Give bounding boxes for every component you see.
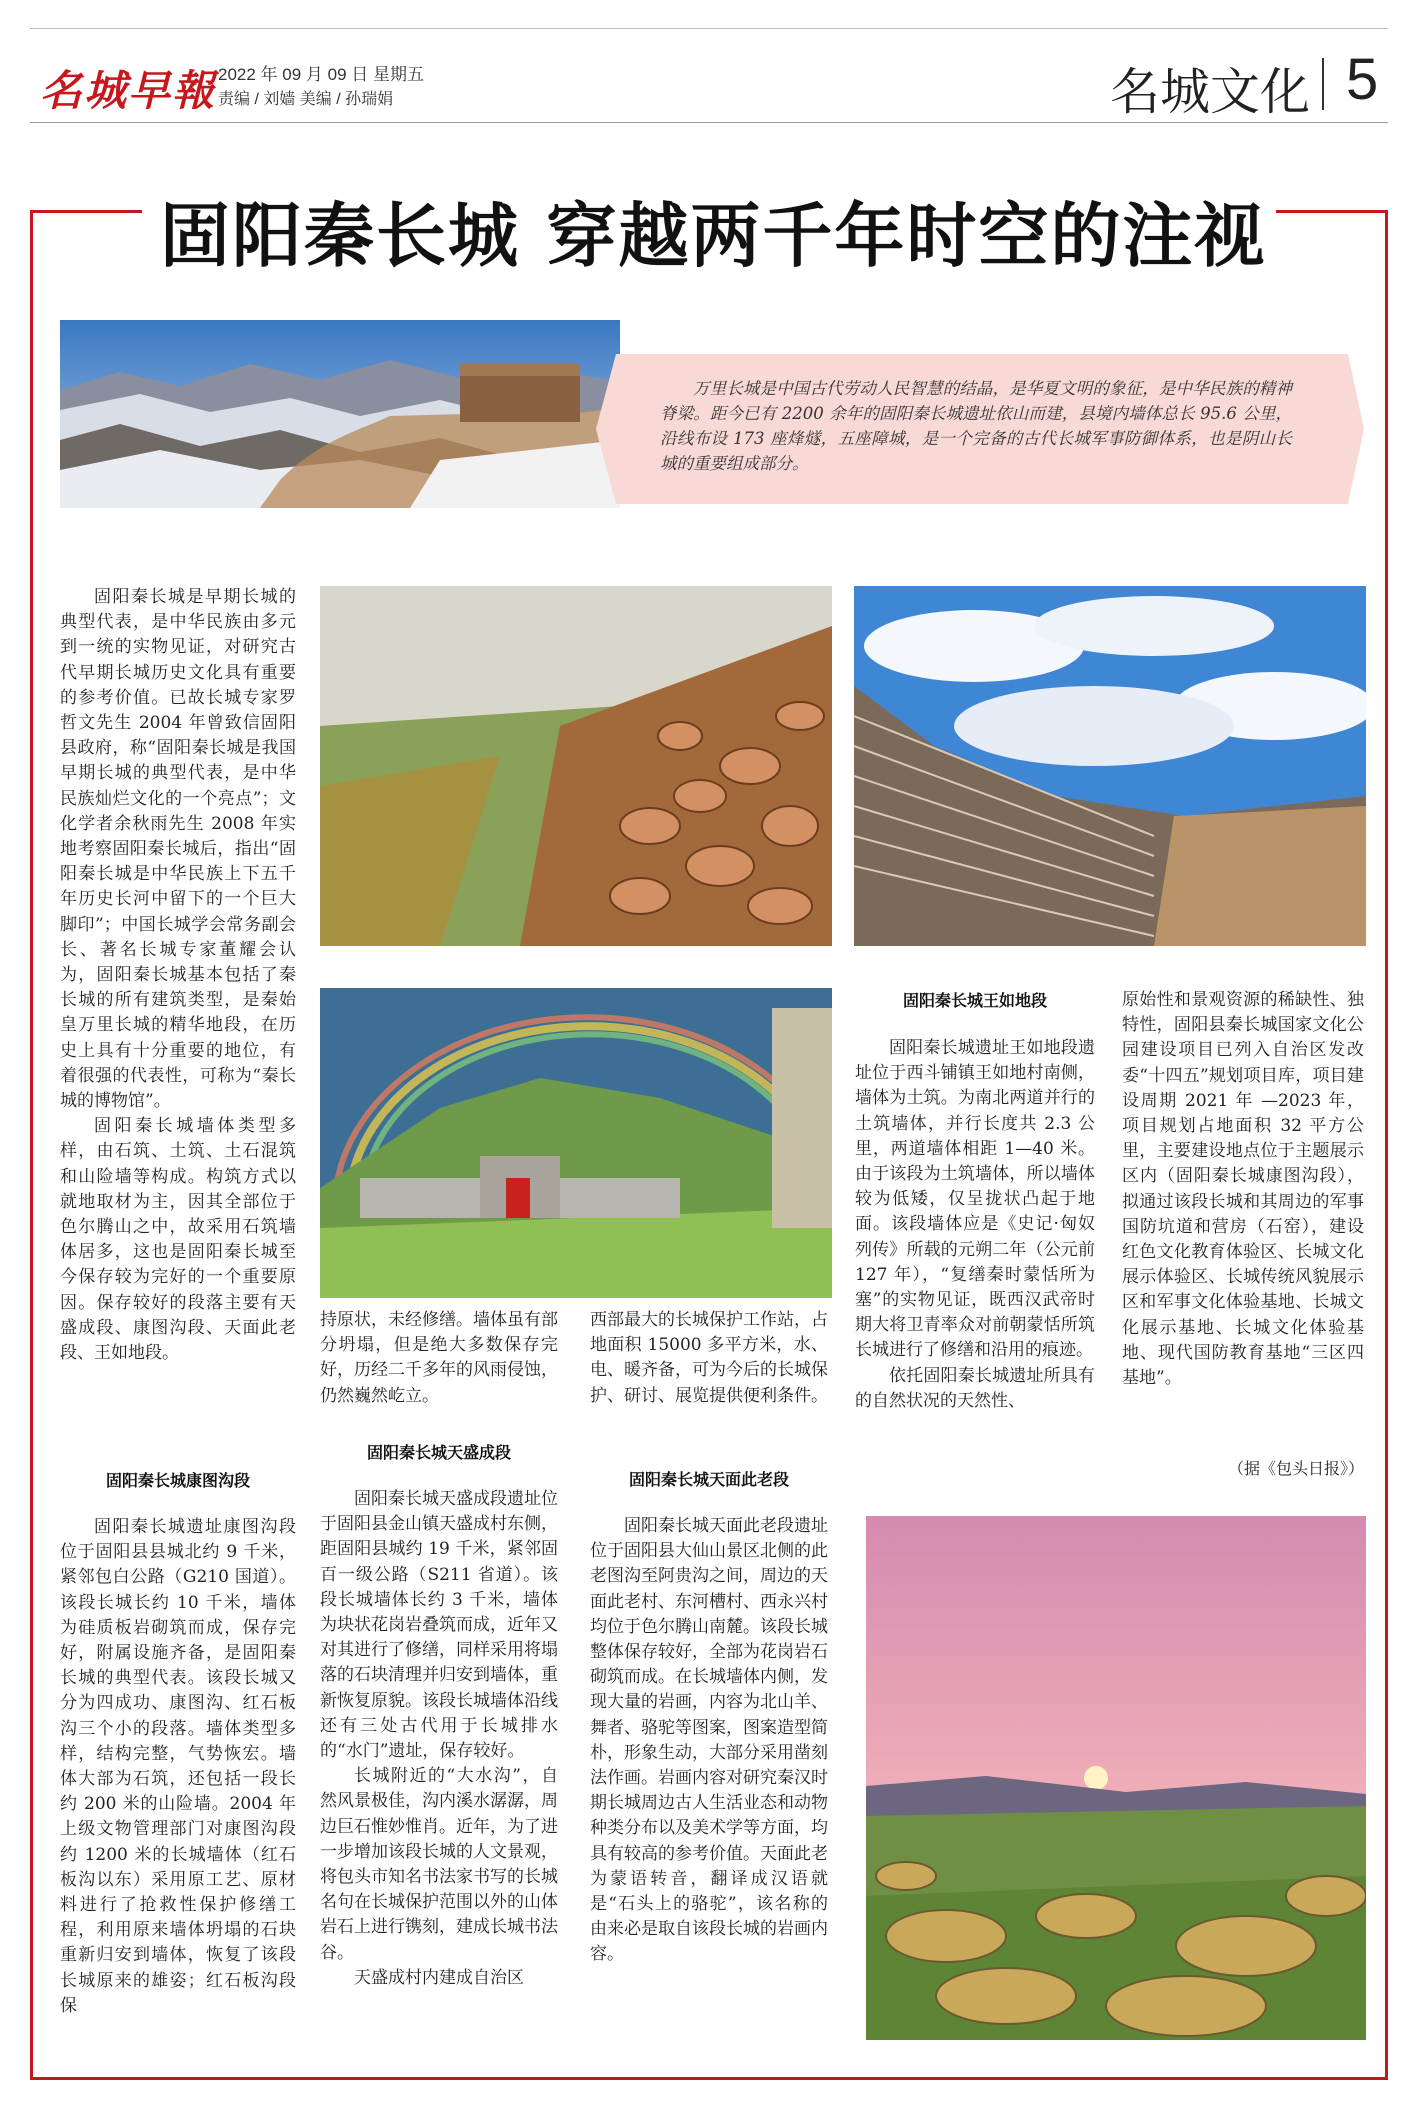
source-credit: （据《包头日报》） (1227, 1459, 1364, 1478)
snowy-mountain-wall-photo (60, 320, 620, 508)
col3-paragraph-1: 西部最大的长城保护工作站，占地面积 15000 多平方米，水、电、暖齐备，可为今后的长城保护、研讨、展览提供便利条件。 (590, 1310, 828, 1406)
masthead-top-rule (30, 28, 1388, 29)
col2-paragraph-3: 长城附近的“大水沟”，自然风景极佳，沟内溪水潺潺，周边巨石惟妙惟肖。近年，为了进一步增加该段长城的人文景观，将包头市知名书法家书写的长城名句在长城保护范围以外的山体岩石上进行镌刻，建成长城书法谷。 (320, 1766, 558, 1963)
col4-paragraph-2: 依托固阳秦长城遗址所具有的自然状况的天然性、 (855, 1365, 1095, 1411)
subhead-tianmian: 固阳秦长城天面此老段 (628, 1470, 789, 1489)
stone-wall-photo (320, 586, 832, 946)
headline: 固阳秦长城 穿越两千年时空的注视 (160, 195, 1267, 277)
col2-paragraph-4: 天盛成村内建成自治区 (354, 1967, 524, 1988)
subhead-tiansheng: 固阳秦长城天盛成段 (366, 1443, 511, 1462)
col1-paragraph-3: 固阳秦长城遗址康图沟段位于固阳县县城北约 9 千米，紧邻包白公路（G210 国道）。该段长城长约 10 千米，墙体为硅质板岩砌筑而成，保存完好，附属设施齐备，是固阳秦长城的典型代表。该段长城又分为四成功、康图沟、红石板沟三个小的段落。墙体类型多样，结构完整，气势恢宏。墙体大部为石筑，还包括一段长约 200 米的山险墙。2004 年上级文物管理部门对康图沟段约 1200 米的长城墙体（红石板沟以东）采用原工艺、原材料进行了抢救性保护修缮工程，利用原来墙体坍塌的石块重新归安到墙体，恢复了该段长城原来的雄姿；红石板沟段保 (60, 1517, 296, 2016)
frame-top-right (1276, 210, 1388, 213)
masthead-bottom-rule (30, 122, 1388, 123)
col1-paragraph-2: 固阳秦长城墙体类型多样，由石筑、土筑、土石混筑和山险墙等构成。构筑方式以就地取材为主，因其全部位于色尔腾山之中，故采用石筑墙体居多，这也是固阳秦长城至今保存较为完好的一个重要原因。保存较好的段落主要有天盛成段、康图沟段、天面此老段、王如地段。 (60, 1116, 296, 1364)
col1-paragraph-1: 固阳秦长城是早期长城的典型代表，是中华民族由多元到一统的实物见证，对研究古代早期长城历史文化具有重要的参考价值。已故长城专家罗哲文先生 2004 年曾致信固阳县政府，称“固阳秦长城是我国早期长城的典型代表，是中华民族灿烂文化的一个亮点”；文化学者余秋雨先生 2008 年实地考察固阳秦长城后，指出“固阳秦长城是中华民族上下五千年历史长河中留下的一个巨大脚印”；中国长城学会常务副会长、著名长城专家董耀会认为，固阳秦长城基本包括了秦长城的所有建筑类型，是秦始皇万里长城的精华地段，在历史上具有十分重要的地位，有着很强的代表性，可称为“秦长城的博物馆”。 (60, 587, 296, 1112)
column-5 (1122, 988, 1364, 1391)
column-3-lower (590, 1514, 828, 1968)
page-number: 5 (1346, 47, 1379, 112)
section-title: 名城文化 (1110, 64, 1310, 120)
frame-left (30, 210, 33, 2080)
col5-paragraph-1: 原始性和景观资源的稀缺性、独特性，固阳县秦长城国家文化公园建设项目已列入自治区发改委“十四五”规划项目库，项目建设周期 2021 年 —2023 年，项目规划占地面积 32 平方公里，主要建设地点位于主题展示区内（固阳秦长城康图沟段），拟通过该段长城和其周边的军事国防坑道和营房（石窑），建设红色文化教育体验区、长城文化展示体验区、长城传统风貌展示区和军事文化体验基地、长城文化展示基地、长城文化体验基地、现代国防教育基地“三区四基地”。 (1122, 990, 1364, 1389)
column-4 (855, 1036, 1095, 1414)
issue-date: 2022 年 09 月 09 日 星期五 (218, 65, 424, 84)
frame-right (1385, 210, 1388, 2080)
frame-top-left (30, 210, 142, 213)
frame-bottom (30, 2077, 1388, 2080)
sunset-boulders-photo (866, 1516, 1366, 2040)
intro-box-arrow (596, 354, 616, 504)
subhead-wangrudi: 固阳秦长城王如地段 (902, 991, 1047, 1010)
slate-wall-sky-photo (854, 586, 1366, 946)
col4-paragraph-1: 固阳秦长城遗址王如地段遗址位于西斗铺镇王如地村南侧，墙体为土筑。为南北两道并行的土筑墙体，并行长度共 2.3 公里，两道墙体相距 1—40 米。由于该段为土筑墙体，所以墙体较为低矮，仅呈拢状凸起于地面。该段墙体应是《史记·匈奴列传》所载的元朔二年（公元前 127 年），“复缮秦时蒙恬所为塞”的实物见证，既西汉武帝时期大将卫青率众对前朝蒙恬所筑长城进行了修缮和沿用的痕迹。 (855, 1038, 1095, 1361)
section-divider (1322, 58, 1324, 110)
editor-credits: 责编 / 刘嫱 美编 / 孙瑞娟 (218, 91, 394, 108)
rainbow-gate-photo (320, 988, 832, 1298)
column-3 (590, 1308, 828, 1409)
column-1 (60, 585, 296, 1366)
intro-text: 万里长城是中国古代劳动人民智慧的结晶，是华夏文明的象征，是中华民族的精神脊梁。距今已有 2200 余年的固阳秦长城遗址依山而建，县境内墙体总长 95.6 公里，沿线布设 173 座烽燧，五座障城，是一个完备的古代长城军事防御体系，也是阴山长城的重要组成部分。 (660, 379, 1292, 473)
newspaper-logo: 名城早報 (40, 66, 217, 115)
col2-paragraph-2: 固阳秦长城天盛成段遗址位于固阳县金山镇天盛成村东侧，距固阳县城约 19 千米，紧邻固百一级公路（S211 省道）。该段长城墙体长约 3 千米，墙体为块状花岗岩叠筑而成，近年又对其进行了修缮，同样采用将塌落的石块清理并归安到墙体，重新恢复原貌。该段长城墙体沿线还有三处古代用于长城排水的“水门”遗址，保存较好。 (320, 1489, 558, 1762)
column-2-lower (320, 1487, 558, 1991)
col3-paragraph-2: 固阳秦长城天面此老段遗址位于固阳县大仙山景区北侧的此老图沟至阿贵沟之间，周边的天面此老村、东河槽村、西永兴村均位于色尔腾山南麓。该段长城整体保存较好，全部为花岗岩石砌筑而成。在长城墙体内侧，发现大量的岩画，内容为北山羊、舞者、骆驼等图案，图案造型简朴，形象生动，大部分采用凿刻法作画。岩画内容对研究秦汉时期长城周边古人生活业态和动物种类分布以及美术学等方面，均具有较高的参考价值。天面此老为蒙语转音，翻译成汉语就是“石头上的骆驼”，该名称的由来必是取自该段长城的岩画内容。 (590, 1516, 828, 1965)
column-2 (320, 1308, 558, 1409)
subhead-kangtu: 固阳秦长城康图沟段 (105, 1471, 250, 1490)
intro-box-tip (1348, 354, 1364, 504)
column-1-lower (60, 1515, 296, 2019)
col2-paragraph-1: 持原状，未经修缮。墙体虽有部分坍塌，但是绝大多数保存完好，历经二千多年的风雨侵蚀，仍然巍然屹立。 (320, 1310, 558, 1406)
